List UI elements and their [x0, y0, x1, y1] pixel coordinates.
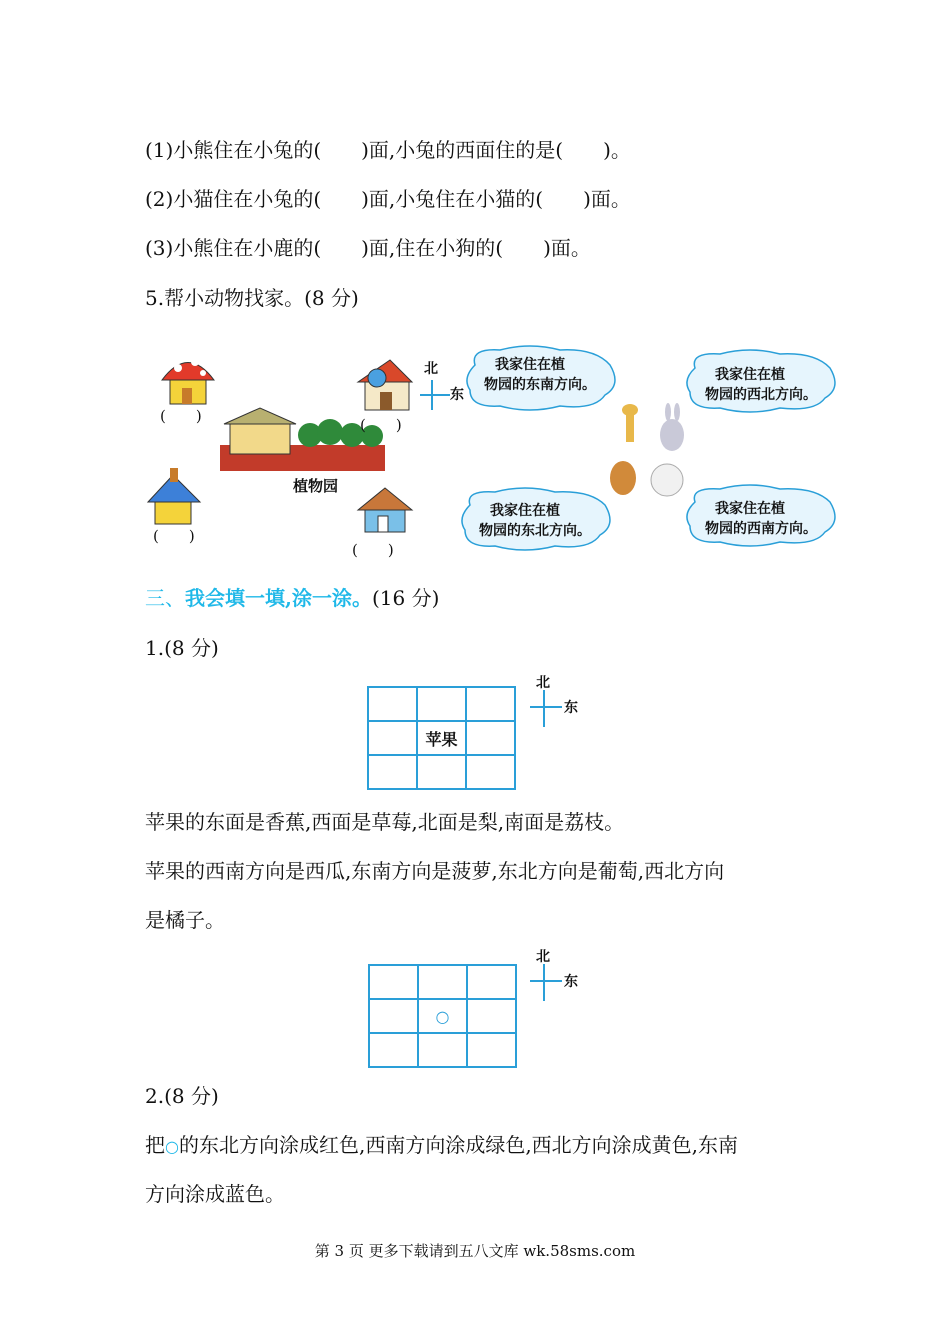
bubble-line: 物园的东北方向。 — [479, 523, 591, 539]
grid-cell[interactable] — [418, 1033, 467, 1067]
grid-cell[interactable] — [369, 999, 418, 1033]
circle-icon: ○ — [165, 1137, 179, 1156]
rabbit-icon — [660, 403, 684, 451]
mushroom-house-icon — [162, 358, 214, 404]
question-1-title: 1.(8 分) — [145, 636, 219, 660]
compass-1 — [528, 672, 598, 732]
park-label: 植物园 — [293, 477, 339, 495]
section-prefix: 三、 — [145, 586, 185, 610]
compass-arrows-icon — [528, 672, 568, 732]
yellow-house-icon — [148, 468, 200, 524]
grid-cell[interactable] — [417, 687, 466, 721]
north-label: 北 — [424, 361, 438, 377]
answer-blank[interactable]: ( ) — [153, 527, 195, 545]
grid-cell[interactable] — [368, 687, 417, 721]
grid-cell[interactable] — [418, 965, 467, 999]
round-roof-house-icon — [358, 360, 412, 410]
grid-cell[interactable] — [467, 1033, 516, 1067]
north-label: 北 — [536, 949, 550, 965]
giraffe-icon — [622, 404, 638, 442]
north-label: 北 — [536, 675, 550, 691]
grid-cell-center: 苹果 — [417, 721, 466, 755]
bubble-line: 我家住在植 — [495, 357, 565, 373]
compass-2 — [528, 946, 598, 1006]
q1-text-3: 是橘子。 — [145, 908, 225, 932]
east-label: 东 — [564, 700, 578, 716]
question-1-3: (3)小熊住在小鹿的( )面,住在小狗的( )面。 — [145, 236, 591, 260]
bubble-line: 物园的西南方向。 — [705, 521, 817, 537]
grid-cell[interactable] — [368, 755, 417, 789]
grid-cell[interactable] — [369, 1033, 418, 1067]
question-1-2: (2)小猫住在小兔的( )面,小兔住在小猫的( )面。 — [145, 187, 631, 211]
dog-icon — [610, 461, 636, 495]
question-5-title: 5.帮小动物找家。(8 分) — [145, 286, 359, 310]
q1-text-1: 苹果的东面是香蕉,西面是草莓,北面是梨,南面是荔枝。 — [145, 810, 625, 834]
grid-cell[interactable] — [417, 755, 466, 789]
bubble-line: 我家住在植 — [715, 367, 785, 383]
bubble-line: 我家住在植 — [715, 501, 785, 517]
answer-blank[interactable]: ( ) — [360, 416, 402, 434]
q2-text-rest: 的东北方向涂成红色,西南方向涂成绿色,西北方向涂成黄色,东南 — [178, 1133, 739, 1157]
grid-2 — [368, 964, 517, 1068]
compass-icon — [420, 380, 450, 410]
bubble-line: 我家住在植 — [490, 503, 560, 519]
section-title: 我会填一填,涂一涂。 — [185, 586, 372, 610]
answer-blank[interactable]: ( ) — [160, 407, 202, 425]
page-footer: 第 3 页 更多下载请到五八文库 wk.58sms.com — [314, 1242, 636, 1260]
grid-cell[interactable] — [466, 721, 515, 755]
q1-text-2: 苹果的西南方向是西瓜,东南方向是菠萝,东北方向是葡萄,西北方向 — [145, 859, 725, 883]
bubble-line: 物园的西北方向。 — [705, 387, 817, 403]
answer-blank[interactable]: ( ) — [352, 541, 394, 559]
grid-cell[interactable] — [369, 965, 418, 999]
grid-cell[interactable] — [466, 755, 515, 789]
grid-cell[interactable] — [467, 999, 516, 1033]
section-3-heading — [145, 584, 439, 612]
blue-house-icon — [358, 488, 412, 532]
east-label: 东 — [450, 387, 464, 403]
east-label: 东 — [564, 974, 578, 990]
sheep-icon — [651, 464, 683, 496]
q2-text-2: 方向涂成蓝色。 — [145, 1182, 285, 1206]
compass-arrows-icon — [528, 946, 568, 1006]
q2-text-1 — [145, 1131, 738, 1161]
section-score: (16 分) — [371, 586, 440, 610]
grid-cell[interactable] — [467, 965, 516, 999]
q2-text-prefix: 把 — [145, 1133, 165, 1157]
bubble-line: 物园的东南方向。 — [484, 377, 596, 393]
grid-cell[interactable] — [466, 687, 515, 721]
question-1-1: (1)小熊住在小兔的( )面,小兔的西面住的是( )。 — [145, 138, 631, 162]
grid-1 — [367, 686, 516, 790]
question-2-title: 2.(8 分) — [145, 1084, 219, 1108]
grid-cell-center: ○ — [418, 999, 467, 1033]
grid-cell[interactable] — [368, 721, 417, 755]
